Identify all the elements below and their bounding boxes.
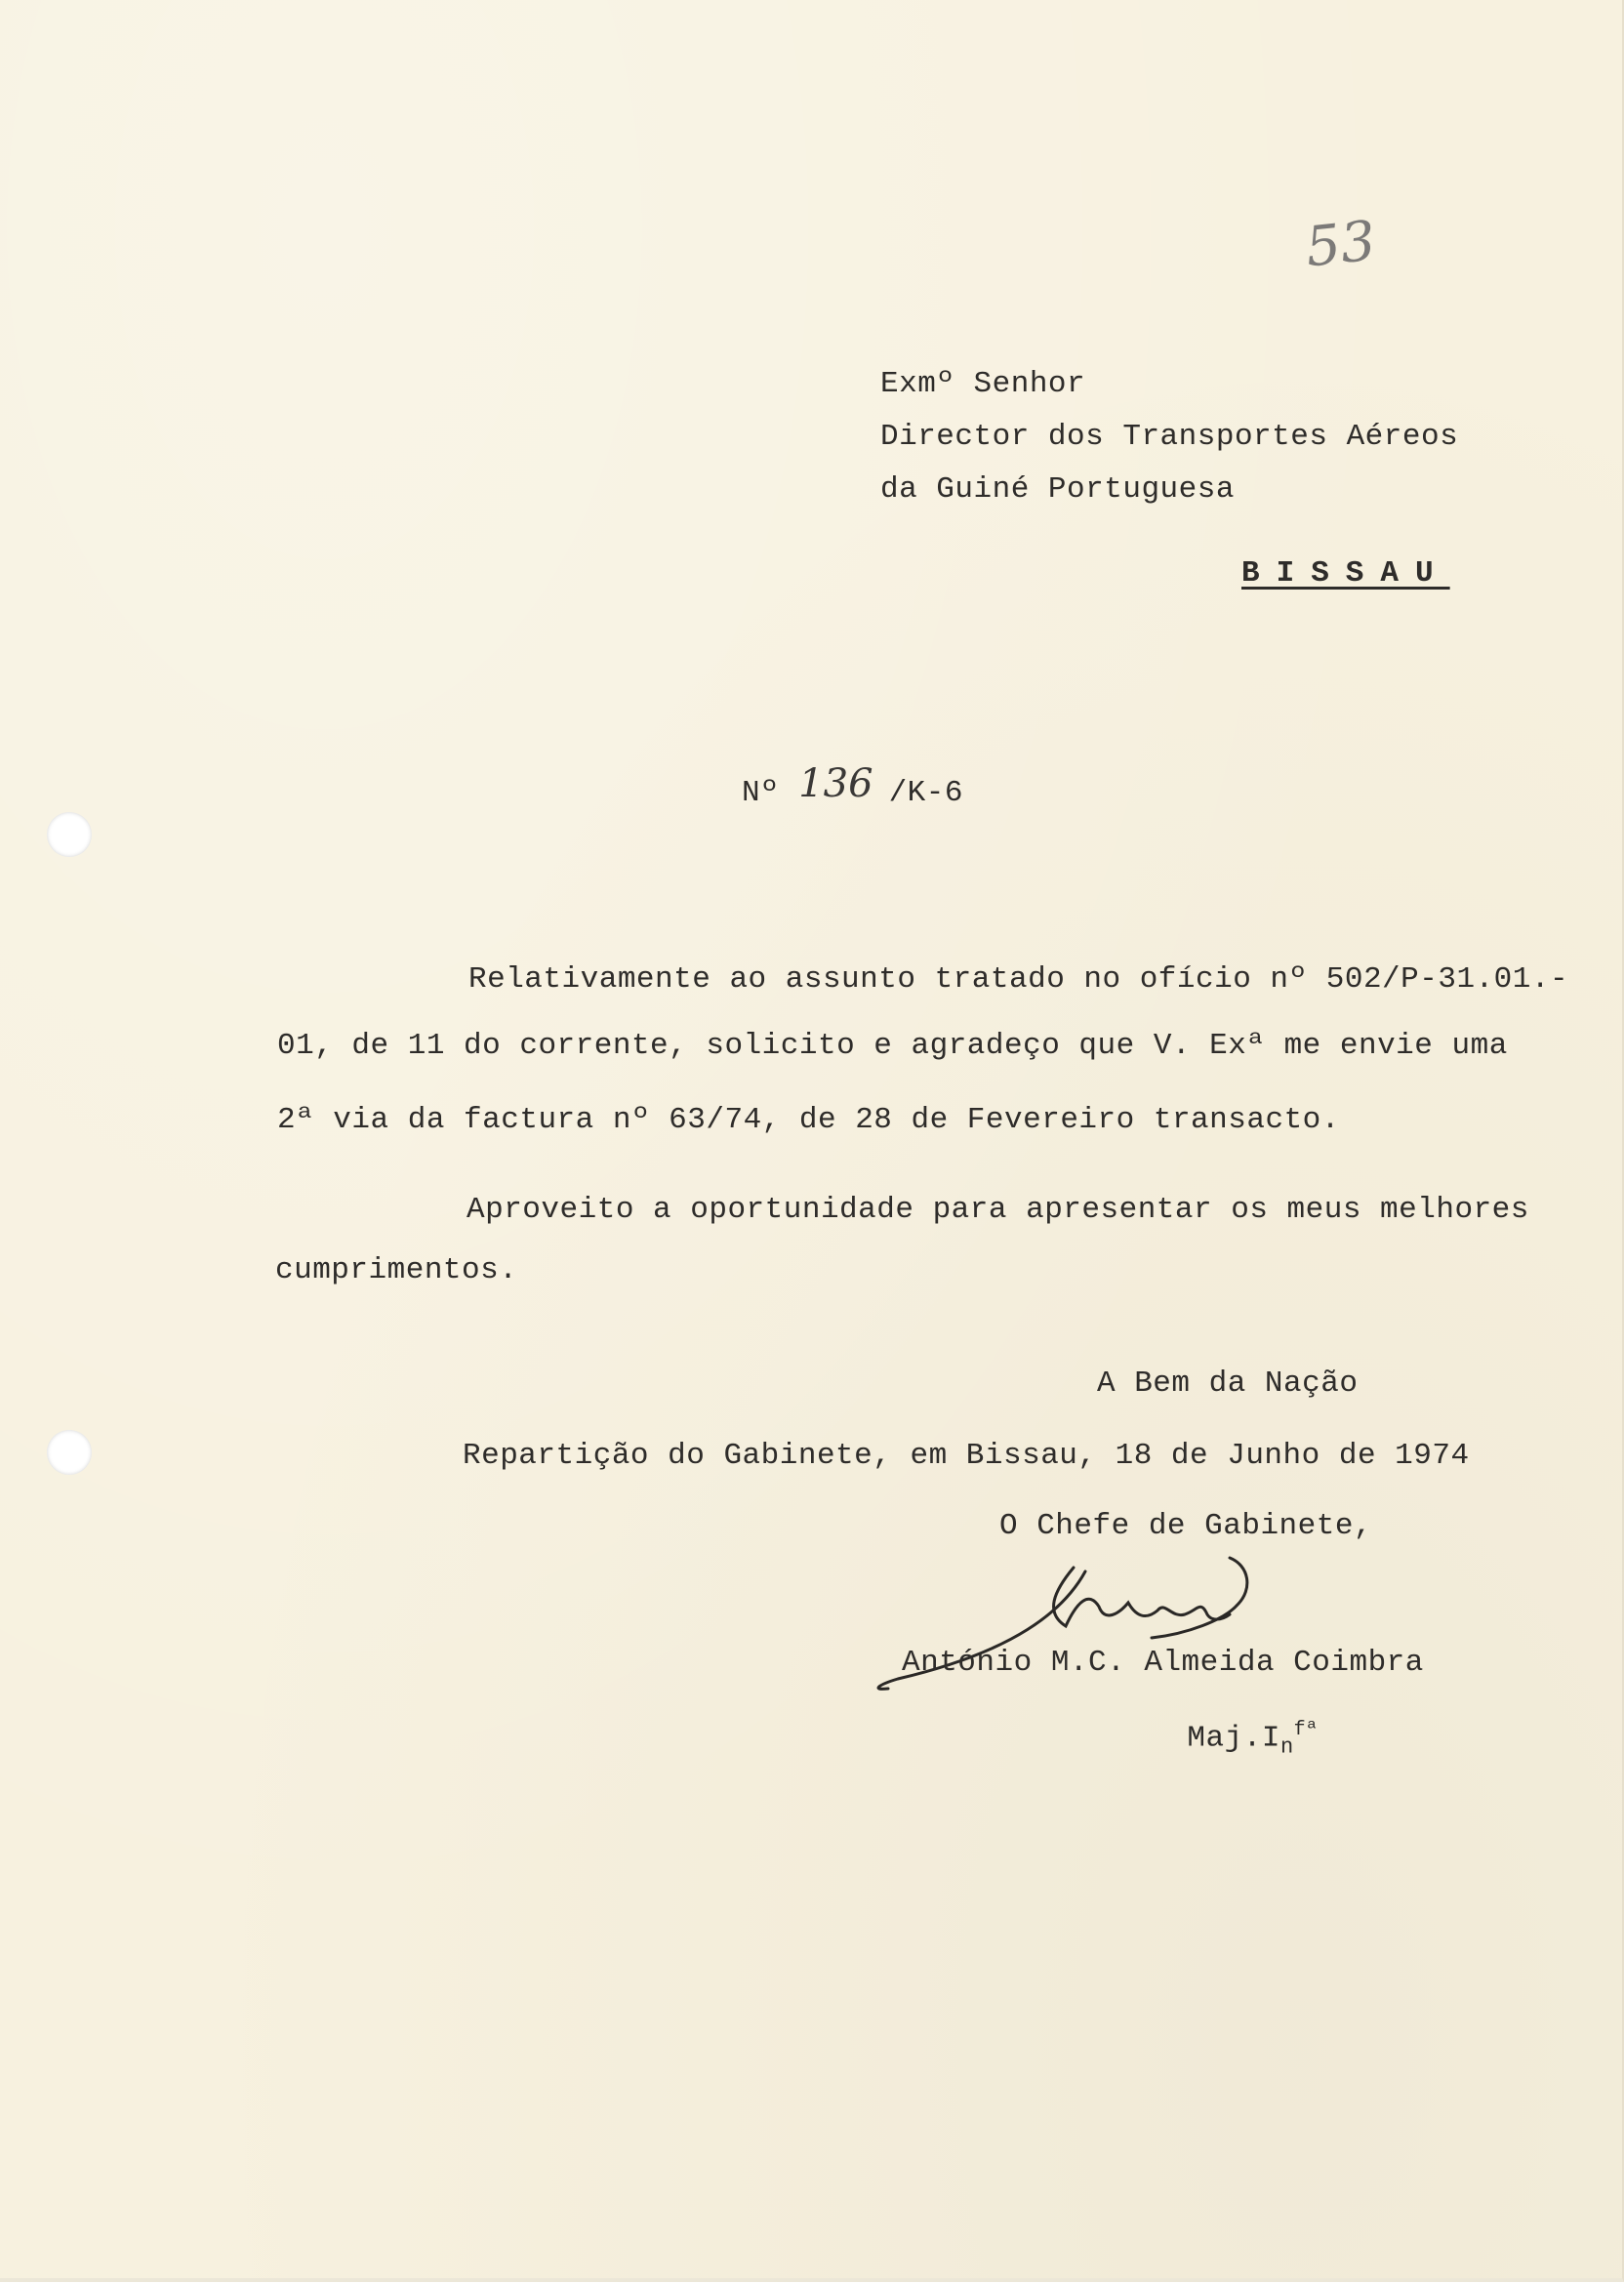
address-recipient-org: da Guiné Portuguesa bbox=[880, 472, 1235, 507]
closing-role: O Chefe de Gabinete, bbox=[999, 1509, 1373, 1543]
body-paragraph-1-line-2: 01, de 11 do corrente, solicito e agradeço que V. Exª me envie uma bbox=[277, 1029, 1508, 1063]
reference-prefix: Nº bbox=[742, 776, 780, 810]
handwritten-page-number: 53 bbox=[1302, 209, 1379, 280]
closing-salutation: A Bem da Nação bbox=[1097, 1366, 1359, 1401]
signatory-name: António M.C. Almeida Coimbra bbox=[902, 1646, 1424, 1680]
address-city: BISSAU bbox=[1241, 556, 1450, 591]
signatory-rank-sup: fª bbox=[1293, 1719, 1319, 1741]
body-paragraph-2-line-1: Aproveito a oportunidade para apresentar os meus melhores bbox=[467, 1193, 1529, 1227]
reference-handwritten-number: 136 bbox=[798, 761, 873, 806]
signatory-rank-sub: n bbox=[1279, 1734, 1294, 1760]
reference-suffix: /K-6 bbox=[888, 776, 963, 810]
address-salutation: Exmº Senhor bbox=[880, 367, 1086, 401]
reference-number bbox=[742, 761, 963, 810]
body-paragraph-2-line-2: cumprimentos. bbox=[275, 1253, 518, 1287]
punch-hole-lower bbox=[47, 1430, 92, 1475]
signatory-rank-main: Maj.I bbox=[1187, 1721, 1280, 1756]
closing-place-date: Repartição do Gabinete, em Bissau, 18 de Junho de 1974 bbox=[463, 1439, 1470, 1473]
address-recipient-title: Director dos Transportes Aéreos bbox=[880, 420, 1459, 454]
body-paragraph-1-line-1: Relativamente ao assunto tratado no ofício nº 502/P-31.01.- bbox=[468, 962, 1569, 997]
signatory-rank bbox=[1113, 1685, 1319, 1794]
punch-hole-upper bbox=[47, 812, 92, 857]
body-paragraph-1-line-3: 2ª via da factura nº 63/74, de 28 de Fevereiro transacto. bbox=[277, 1103, 1340, 1137]
